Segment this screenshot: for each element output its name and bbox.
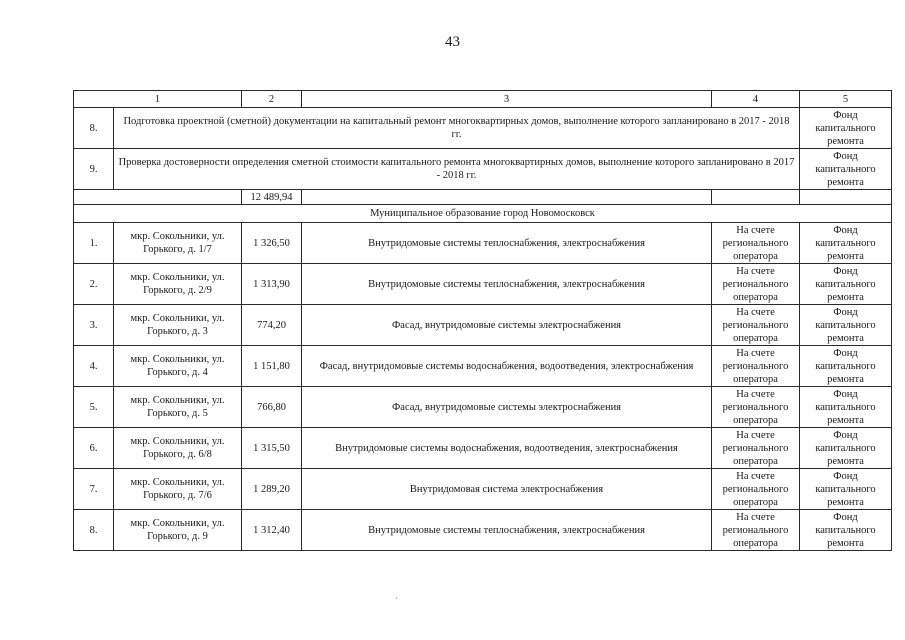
row-number: 6. [74, 428, 114, 469]
account-cell: На счете регионального оператора [712, 264, 800, 305]
address-cell: мкр. Сокольники, ул. Горького, д. 1/7 [114, 223, 242, 264]
address-cell: мкр. Сокольники, ул. Горького, д. 9 [114, 510, 242, 551]
funding-source: Фонд капитального ремонта [800, 387, 892, 428]
funding-source: Фонд капитального ремонта [800, 428, 892, 469]
table-row [74, 469, 892, 510]
address-cell: мкр. Сокольники, ул. Горького, д. 6/8 [114, 428, 242, 469]
total-empty-cell [302, 190, 712, 205]
account-cell: На счете регионального оператора [712, 469, 800, 510]
table-row [74, 387, 892, 428]
funding-source: Фонд капитального ремонта [800, 510, 892, 551]
row-number: 9. [74, 149, 114, 190]
funding-source: Фонд капитального ремонта [800, 346, 892, 387]
address-cell: мкр. Сокольники, ул. Горького, д. 3 [114, 305, 242, 346]
table-row [74, 108, 892, 149]
sum-cell: 1 151,80 [242, 346, 302, 387]
table-row [74, 264, 892, 305]
works-cell: Внутридомовые системы теплоснабжения, электроснабжения [302, 510, 712, 551]
sum-cell: 1 315,50 [242, 428, 302, 469]
header-col-4: 4 [712, 91, 800, 108]
total-empty-cell [74, 190, 242, 205]
funding-source: Фонд капитального ремонта [800, 469, 892, 510]
address-cell: мкр. Сокольники, ул. Горького, д. 2/9 [114, 264, 242, 305]
funding-source: Фонд капитального ремонта [800, 305, 892, 346]
sum-cell: 1 312,40 [242, 510, 302, 551]
work-description: Проверка достоверности определения сметной стоимости капитального ремонта многоквартирных домов, выполнение которого запланировано в 2017 - 2018 гг. [114, 149, 800, 190]
funding-source: Фонд капитального ремонта [800, 108, 892, 149]
header-col-3: 3 [302, 91, 712, 108]
works-cell: Внутридомовые системы теплоснабжения, электроснабжения [302, 264, 712, 305]
row-number: 7. [74, 469, 114, 510]
header-row [74, 91, 892, 108]
account-cell: На счете регионального оператора [712, 223, 800, 264]
municipality-row [74, 205, 892, 223]
row-number: 4. [74, 346, 114, 387]
works-cell: Внутридомовые системы водоснабжения, водоотведения, электроснабжения [302, 428, 712, 469]
sum-cell: 1 326,50 [242, 223, 302, 264]
total-sum: 12 489,94 [242, 190, 302, 205]
sum-cell: 1 289,20 [242, 469, 302, 510]
table-row [74, 510, 892, 551]
total-empty-cell [712, 190, 800, 205]
total-empty-cell [800, 190, 892, 205]
table-row [74, 305, 892, 346]
header-col-1: 1 [74, 91, 242, 108]
works-cell: Фасад, внутридомовые системы электроснабжения [302, 387, 712, 428]
row-number: 2. [74, 264, 114, 305]
sum-cell: 774,20 [242, 305, 302, 346]
account-cell: На счете регионального оператора [712, 387, 800, 428]
header-col-2: 2 [242, 91, 302, 108]
table-row [74, 428, 892, 469]
sum-cell: 766,80 [242, 387, 302, 428]
account-cell: На счете регионального оператора [712, 510, 800, 551]
address-cell: мкр. Сокольники, ул. Горького, д. 7/6 [114, 469, 242, 510]
row-number: 8. [74, 108, 114, 149]
works-cell: Фасад, внутридомовые системы электроснабжения [302, 305, 712, 346]
funding-source: Фонд капитального ремонта [800, 264, 892, 305]
account-cell: На счете регионального оператора [712, 305, 800, 346]
address-cell: мкр. Сокольники, ул. Горького, д. 5 [114, 387, 242, 428]
page-number: 43 [445, 34, 460, 50]
table-row [74, 149, 892, 190]
table-row [74, 223, 892, 264]
account-cell: На счете регионального оператора [712, 346, 800, 387]
address-cell: мкр. Сокольники, ул. Горького, д. 4 [114, 346, 242, 387]
sum-cell: 1 313,90 [242, 264, 302, 305]
municipality-name: Муниципальное образование город Новомосковск [74, 205, 892, 223]
works-cell: Внутридомовая система электроснабжения [302, 469, 712, 510]
account-cell: На счете регионального оператора [712, 428, 800, 469]
capital-repair-table [73, 90, 892, 551]
row-number: 3. [74, 305, 114, 346]
funding-source: Фонд капитального ремонта [800, 149, 892, 190]
row-number: 5. [74, 387, 114, 428]
total-row [74, 190, 892, 205]
works-cell: Фасад, внутридомовые системы водоснабжения, водоотведения, электроснабжения [302, 346, 712, 387]
funding-source: Фонд капитального ремонта [800, 223, 892, 264]
scan-mark: ´ [395, 596, 398, 606]
work-description: Подготовка проектной (сметной) документации на капитальный ремонт многоквартирных домов, выполнение которого запланировано в 2017 - 2018 гг. [114, 108, 800, 149]
table-row [74, 346, 892, 387]
header-col-5: 5 [800, 91, 892, 108]
row-number: 8. [74, 510, 114, 551]
row-number: 1. [74, 223, 114, 264]
works-cell: Внутридомовые системы теплоснабжения, электроснабжения [302, 223, 712, 264]
